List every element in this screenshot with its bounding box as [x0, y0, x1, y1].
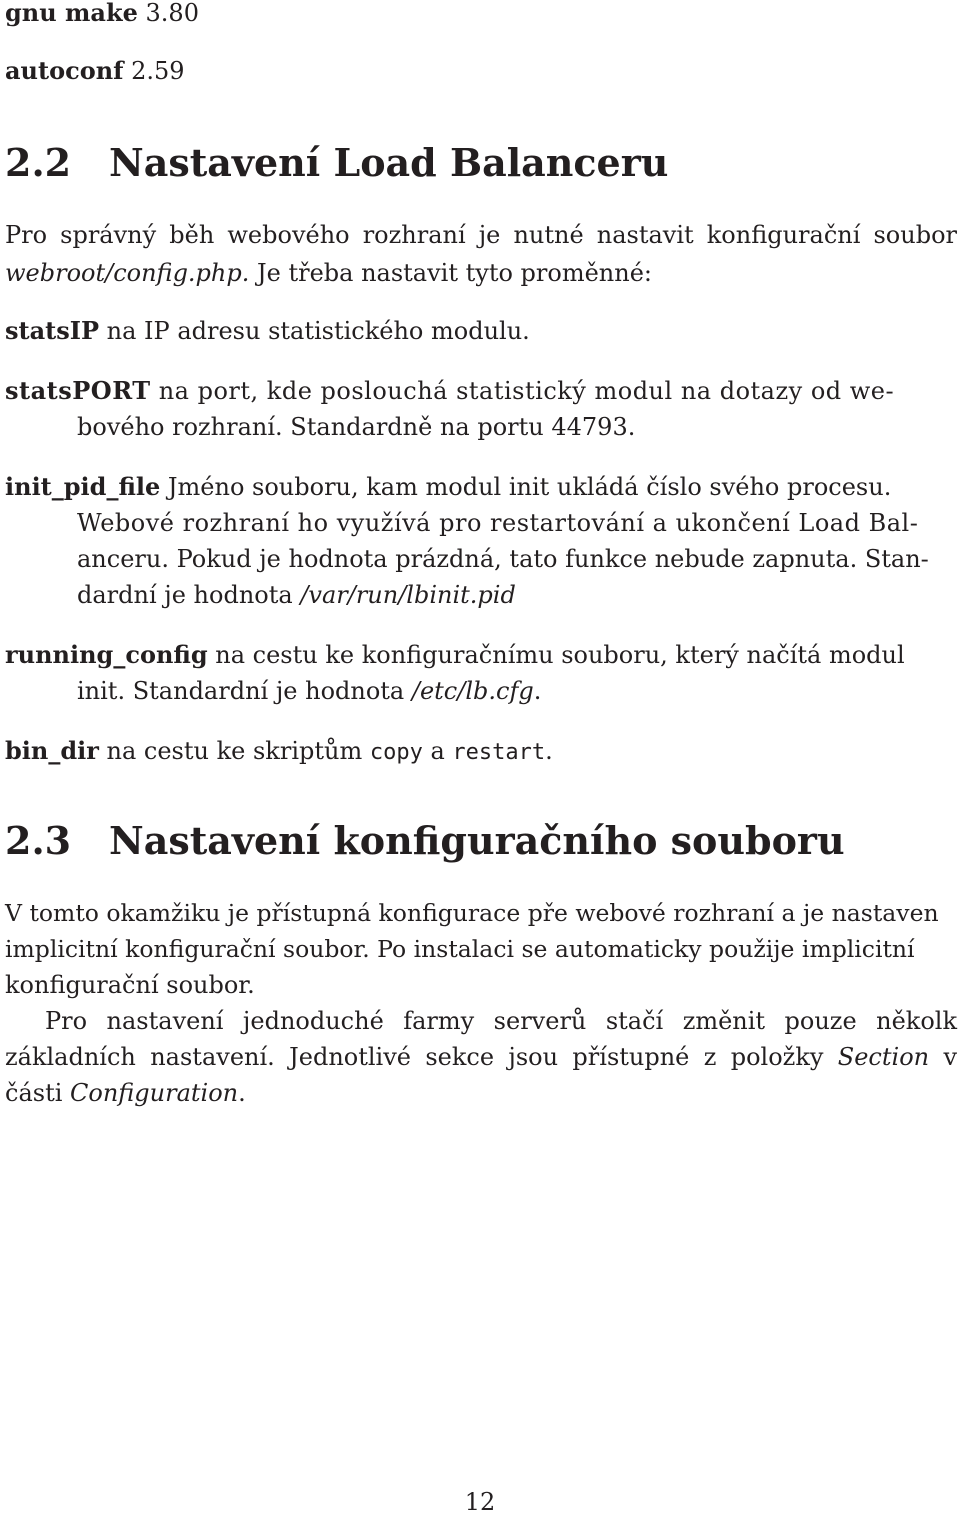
- cfg-p1-line-1: V tomto okamžiku je přístupná konfigurace pře webové rozhraní a je nastaven: [5, 899, 939, 927]
- page-number: 12: [464, 1488, 496, 1516]
- code-copy: copy: [369, 740, 423, 765]
- version-gnu-make: gnu make 3.80: [5, 0, 199, 27]
- lb-intro-line-1: Pro správný běh webového rozhraní je nutné nastavit konfigurační soubor: [5, 221, 957, 249]
- heading-section-2-3: 2.3 Nastavení konfiguračního souboru: [5, 818, 845, 863]
- section-label: Section: [837, 1043, 930, 1071]
- var-running-config: running_config na cestu ke konfiguračnímu souboru, který načítá modul: [5, 640, 905, 669]
- var-term: init_pid_file: [5, 472, 161, 501]
- var-init-pid-file-cont-2: anceru. Pokud je hodnota prázdná, tato funkce nebude zapnuta. Stan-: [77, 545, 929, 573]
- code-restart: restart: [452, 740, 546, 765]
- cfg-p2-line-1: Pro nastavení jednoduché farmy serverů stačí změnit pouze několk: [45, 1007, 957, 1035]
- var-statsport: statsPORT na port, kde poslouchá statistický modul na dotazy od we-: [5, 376, 895, 405]
- cfg-p2-line-2: základních nastavení. Jednotlivé sekce jsou přístupné z položky Section v: [5, 1043, 958, 1071]
- var-term: running_config: [5, 640, 208, 669]
- cfg-p1-line-2: implicitní konfigurační soubor. Po instalaci se automaticky použije implicitní: [5, 935, 915, 963]
- config-file-path: webroot/config.php.: [5, 259, 250, 287]
- lb-intro-line-2: webroot/config.php. Je třeba nastavit tyto proměnné:: [5, 259, 652, 287]
- var-statsport-cont: bového rozhraní. Standardně na portu 44793.: [77, 413, 636, 441]
- pid-path: /var/run/lbinit.pid: [300, 581, 516, 609]
- var-bin-dir: bin_dir na cestu ke skriptům copy a restart.: [5, 736, 553, 765]
- cfg-path: /etc/lb.cfg: [411, 677, 534, 705]
- configuration-label: Configuration: [70, 1079, 239, 1107]
- var-term: statsPORT: [5, 376, 151, 405]
- var-init-pid-file-cont-3: dardní je hodnota /var/run/lbinit.pid: [77, 581, 516, 609]
- cfg-p2-line-3: části Configuration.: [5, 1079, 246, 1107]
- cfg-p1-line-3: konfigurační soubor.: [5, 971, 255, 999]
- var-running-config-cont: init. Standardní je hodnota /etc/lb.cfg.: [77, 677, 542, 705]
- var-term: bin_dir: [5, 736, 99, 765]
- var-term: statsIP: [5, 316, 100, 345]
- heading-section-2-2: 2.2 Nastavení Load Balanceru: [5, 140, 669, 185]
- var-init-pid-file: init_pid_file Jméno souboru, kam modul init ukládá číslo svého procesu.: [5, 472, 892, 501]
- var-statsip: statsIP na IP adresu statistického modulu.: [5, 316, 530, 345]
- var-init-pid-file-cont-1: Webové rozhraní ho využívá pro restartování a ukončení Load Bal-: [77, 509, 919, 537]
- version-autoconf: autoconf 2.59: [5, 56, 185, 85]
